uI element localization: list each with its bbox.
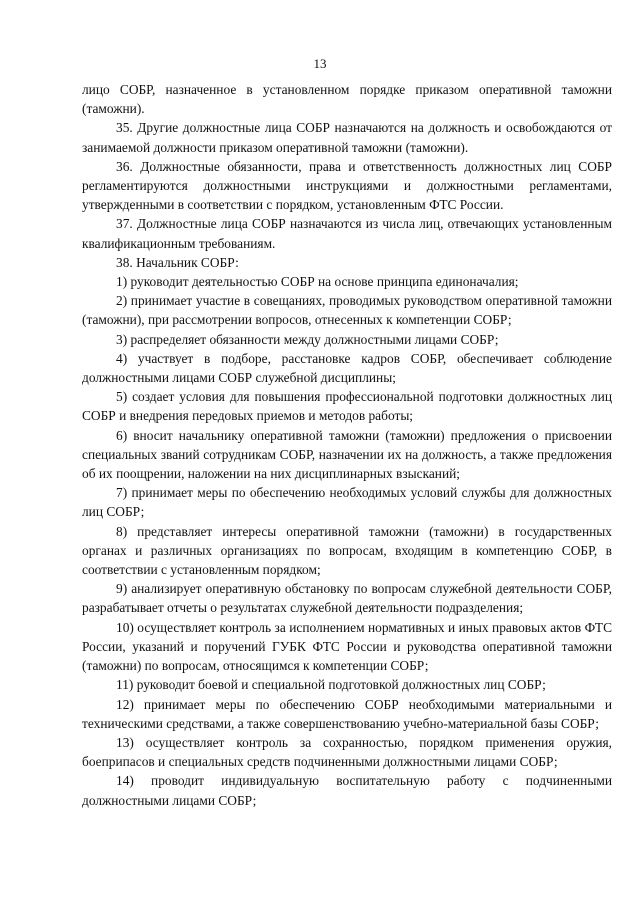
paragraph: 4) участвует в подборе, расстановке кадров СОБР, обеспечивает соблюдение должностными лицами СОБР служебной дисциплины; <box>82 350 612 386</box>
paragraph: 7) принимает меры по обеспечению необходимых условий службы для должностных лиц СОБР; <box>82 485 612 520</box>
paragraph: 2) принимает участие в совещаниях, проводимых руководством оперативной таможни (таможни), при рассмотрении вопросов, отнесенных к компетенции СОБР; <box>82 293 612 328</box>
paragraph: 38. Начальник СОБР: <box>116 254 239 270</box>
paragraph: 1) руководит деятельностью СОБР на основе принципа единоначалия; <box>116 274 519 290</box>
paragraph: 6) вносит начальнику оперативной таможни (таможни) предложения о присвоении специальных званий сотрудникам СОБР, назначении их на должность, а также предложения об их поощрении, наложении на них дисциплинарных взысканий; <box>82 427 612 482</box>
paragraph: 11) руководит боевой и специальной подготовкой должностных лиц СОБР; <box>116 677 546 693</box>
paragraph: 36. Должностные обязанности, права и ответственность должностных лиц СОБР регламентируются должностными инструкциями и должностными регламентами, утвержденными в соответствии с порядком, установленным ФТС России. <box>82 158 612 213</box>
paragraph: 14) проводит индивидуальную воспитательную работу с подчиненными должностными лицами СОБР; <box>82 773 612 808</box>
paragraph: 13) осуществляет контроль за сохранностью, порядком применения оружия, боеприпасов и специальных средств подчиненными должностными лицами СОБР; <box>82 734 612 770</box>
page-number: 13 <box>313 56 327 71</box>
paragraph: 12) принимает меры по обеспечению СОБР необходимыми материальными и техническими средствами, а также совершенствованию учебно-материальной базы СОБР; <box>82 696 612 731</box>
paragraph: 37. Должностные лица СОБР назначаются из числа лиц, отвечающих установленным квалификационным требованиям. <box>82 216 612 251</box>
paragraph: 8) представляет интересы оперативной таможни (таможни) в государственных органах и различных организациях по вопросам, входящим в компетенцию СОБР, в соответствии с установленным порядком; <box>82 523 612 578</box>
paragraph: 3) распределяет обязанности между должностными лицами СОБР; <box>116 331 499 347</box>
paragraph: 9) анализирует оперативную обстановку по вопросам служебной деятельности СОБР, разрабатывает отчеты о результатах служебной деятельности подразделения; <box>82 581 612 616</box>
paragraph: 10) осуществляет контроль за исполнением нормативных и иных правовых актов ФТС России, указаний и поручений ГУБК ФТС России и руководства оперативной таможни (таможни) по вопросам, относящимся к компетенции СОБР; <box>82 619 612 674</box>
paragraph: лицо СОБР, назначенное в установленном порядке приказом оперативной таможни (таможни). <box>82 82 612 117</box>
paragraph: 5) создает условия для повышения профессиональной подготовки должностных лиц СОБР и внедрения передовых приемов и методов работы; <box>82 389 612 424</box>
document-body <box>82 80 612 810</box>
paragraph: 35. Другие должностные лица СОБР назначаются на должность и освобождаются от занимаемой должности приказом оперативной таможни (таможни). <box>82 120 612 155</box>
